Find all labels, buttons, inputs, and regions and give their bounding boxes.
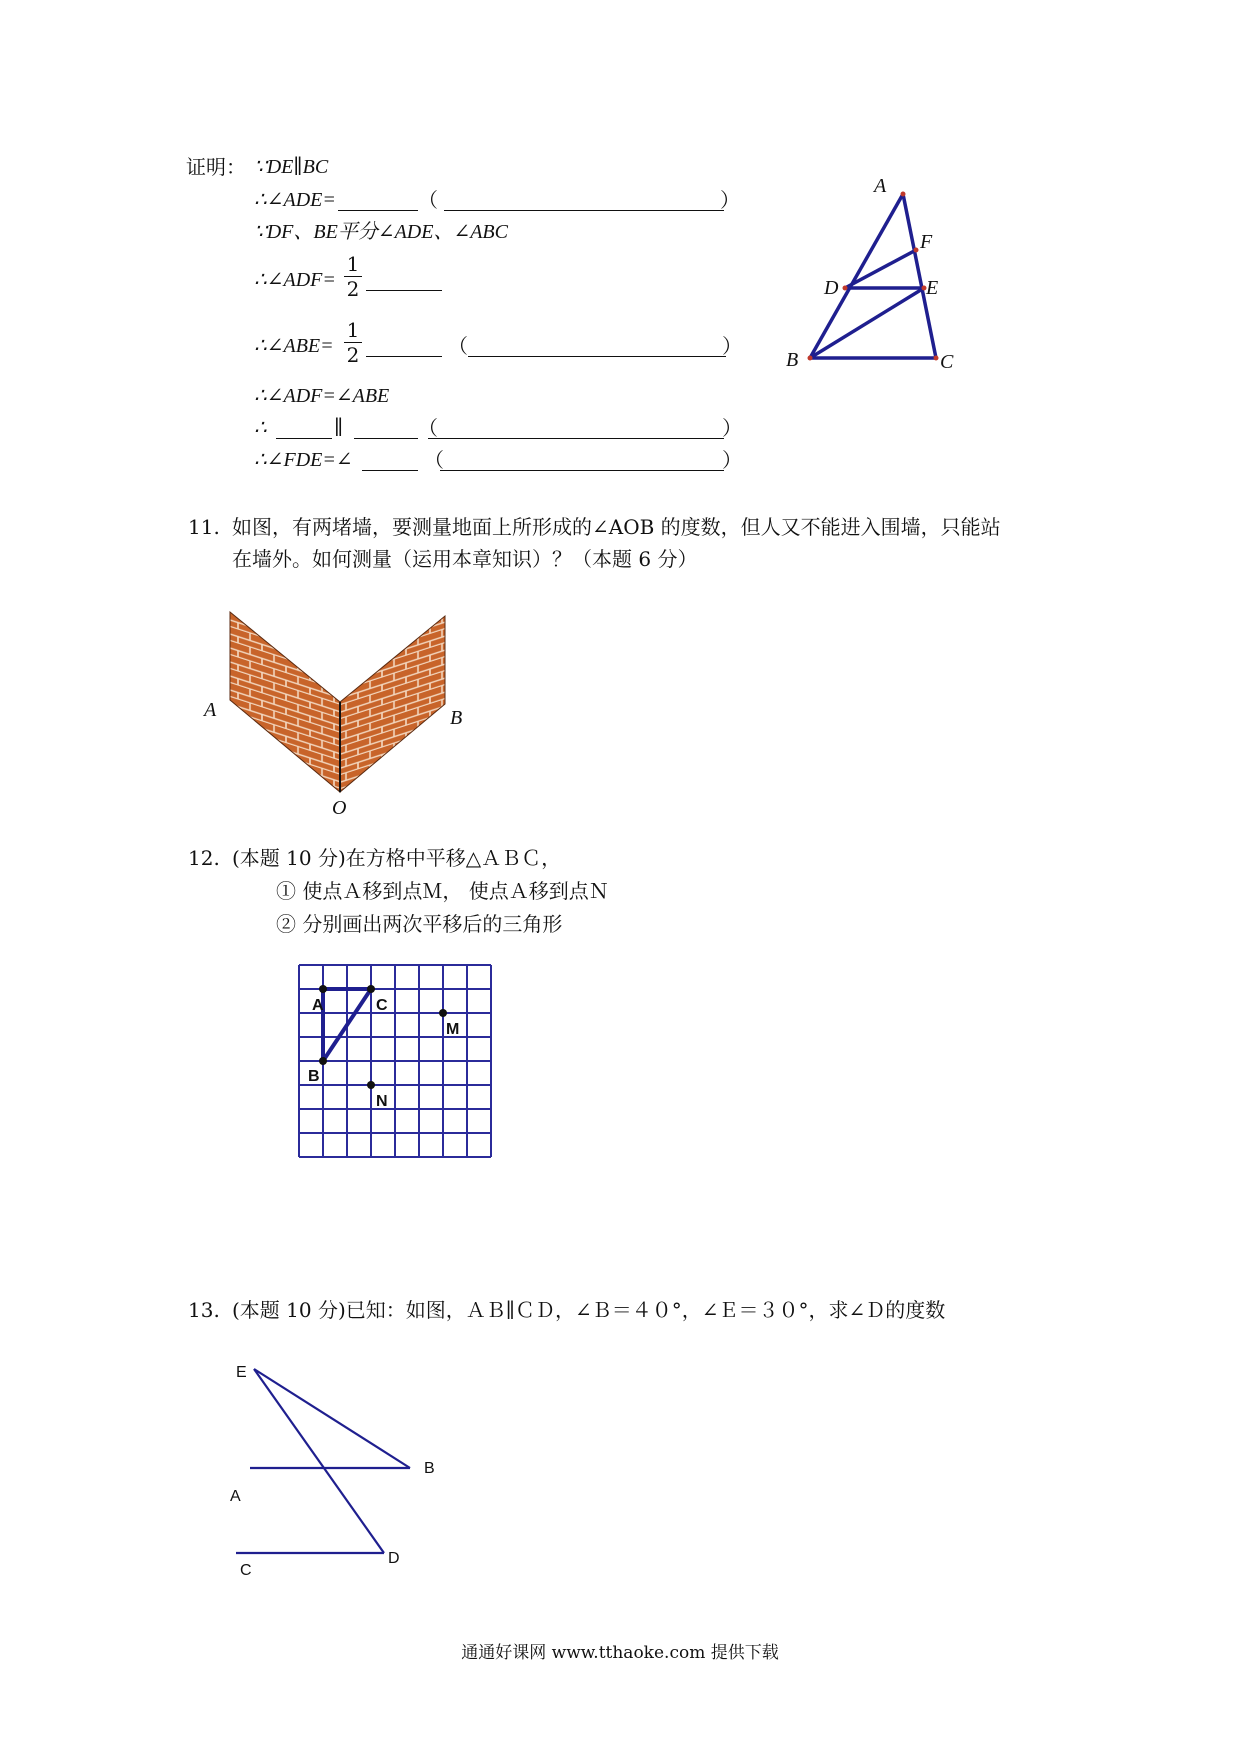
fraction-den: 2 (346, 277, 360, 301)
grid-lines (299, 965, 491, 1157)
label-a: A (230, 1488, 241, 1505)
paren-close-8: ） (722, 448, 742, 472)
point-b (808, 356, 813, 361)
paren-open-2: （ (418, 188, 438, 212)
triangle-figure (770, 170, 970, 380)
label-m: M (446, 1021, 460, 1038)
proof-line-3: ∵DF、BE平分∠ADE、∠ABC (254, 221, 508, 243)
segment-ed (254, 1369, 384, 1553)
q11-text-line-2: 在墙外。如何测量（运用本章知识）？（本题 6 分） (232, 547, 698, 571)
point-d (843, 286, 848, 291)
segment-eb (254, 1369, 410, 1468)
label-d: D (388, 1550, 400, 1567)
label-d: D (824, 277, 839, 299)
label-n: N (376, 1093, 388, 1110)
label-e: E (236, 1364, 247, 1381)
fraction-den: 2 (346, 343, 360, 367)
q12-text-line-1: (本题 10 分)在方格中平移△ＡＢＣ， (232, 846, 562, 870)
reason-blank-2[interactable] (444, 210, 724, 211)
paren-close-7: ） (722, 416, 742, 440)
blank-2a[interactable] (338, 210, 418, 211)
q12-item-2: ② 分别画出两次平移后的三角形 (276, 912, 563, 936)
reason-blank-5[interactable] (468, 356, 726, 357)
label-b: B (450, 707, 463, 729)
blank-7b[interactable] (354, 438, 418, 439)
label-c: C (940, 351, 954, 373)
label-b: B (424, 1460, 435, 1477)
paren-open-7: （ (418, 416, 438, 440)
blank-8a[interactable] (362, 470, 418, 471)
proof-line-5: ∴∠ABE= (254, 335, 334, 357)
proof-line-7-prefix: ∴ (254, 417, 267, 439)
segment-ac (903, 194, 939, 358)
label-c: C (240, 1562, 252, 1575)
point-f (914, 248, 919, 253)
point-c (367, 985, 375, 993)
parallel-symbol: ∥ (334, 417, 344, 439)
parallel-lines-figure (220, 1355, 460, 1575)
label-b: B (308, 1068, 320, 1085)
right-wall (340, 616, 445, 792)
paren-close-5: ） (722, 334, 742, 358)
q11-text-line-1: 如图，有两堵墙，要测量地面上所形成的∠AOB 的度数，但人又不能进入围墙，只能站 (232, 515, 1001, 539)
paren-close-2: ） (720, 188, 740, 212)
left-wall (230, 612, 340, 792)
proof-prefix: 证明： (186, 155, 246, 179)
page-footer: 通通好课网 www.tthaoke.com 提供下载 (461, 1643, 779, 1663)
proof-line-1: ∵DE∥BC (254, 156, 329, 178)
proof-line-4: ∴∠ADF= (254, 269, 336, 291)
paren-open-5: （ (448, 334, 468, 358)
fraction-num: 1 (346, 252, 360, 276)
q13-number: 13. (188, 1298, 220, 1322)
proof-line-2: ∴∠ADE= (254, 189, 336, 211)
point-b (319, 1057, 327, 1065)
reason-blank-8[interactable] (440, 470, 724, 471)
blank-5a[interactable] (366, 356, 442, 357)
label-o: O (332, 797, 347, 819)
label-f: F (920, 231, 933, 253)
label-a: A (312, 997, 324, 1014)
segment-df (845, 250, 916, 288)
label-a: A (204, 699, 217, 721)
q12-number: 12. (188, 846, 220, 870)
brick-walls-figure (190, 600, 470, 830)
point-m (439, 1009, 447, 1017)
fraction-half-1 (344, 252, 362, 301)
reason-blank-7[interactable] (428, 438, 724, 439)
point-a (901, 192, 906, 197)
point-c (934, 356, 939, 361)
paren-open-8: （ (424, 448, 444, 472)
label-e: E (926, 277, 939, 299)
point-n (367, 1081, 375, 1089)
grid-figure (296, 962, 496, 1172)
q11-number: 11. (188, 515, 220, 539)
q13-text: (本题 10 分)已知：如图，ＡＢ∥ＣＤ，∠Ｂ＝４０°，∠Ｅ＝３０°，求∠Ｄ的度数 (232, 1298, 946, 1322)
fraction-half-2 (344, 318, 362, 367)
label-a: A (874, 175, 887, 197)
label-b: B (786, 349, 799, 371)
blank-7a[interactable] (276, 438, 332, 439)
proof-line-6: ∴∠ADF=∠ABE (254, 385, 390, 407)
q12-item-1: ① 使点Ａ移到点Ｍ， 使点Ａ移到点Ｎ (276, 879, 609, 903)
label-c: C (376, 997, 388, 1014)
blank-4[interactable] (366, 290, 442, 291)
point-a (319, 985, 327, 993)
fraction-num: 1 (346, 318, 360, 342)
proof-line-8: ∴∠FDE=∠ (254, 449, 353, 471)
segment-ab (810, 194, 903, 358)
